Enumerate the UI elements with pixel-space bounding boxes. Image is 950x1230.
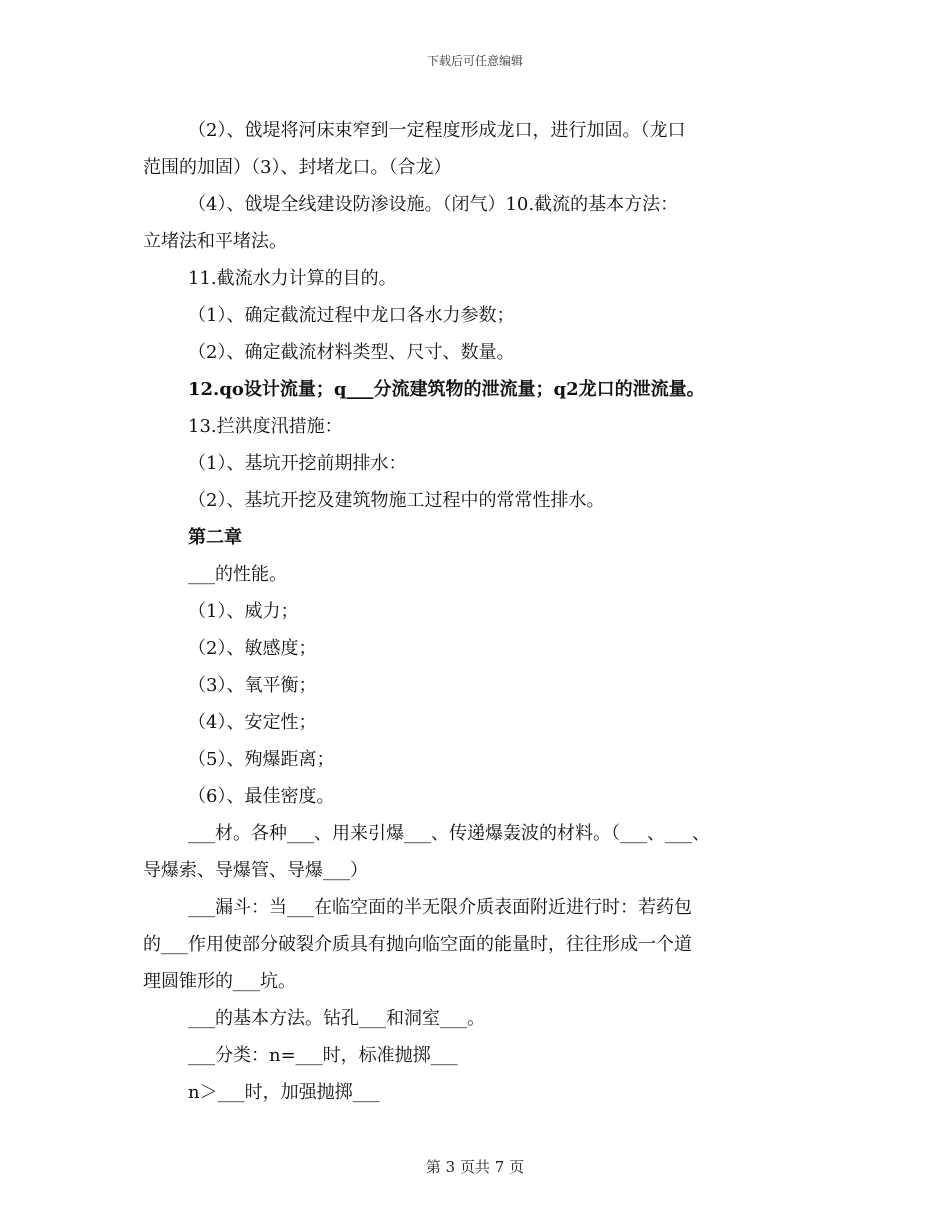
paragraph-line: ___的性能。 xyxy=(188,564,287,585)
page-footer: 第 3 页共 7 页 xyxy=(425,1158,525,1176)
paragraph-line: （2）、戗堤将河床束窄到一定程度形成龙口，进行加固。（龙口 xyxy=(188,120,686,141)
chapter-heading: 第二章 xyxy=(188,527,242,548)
paragraph-line: （1）、基坑开挖前期排水： xyxy=(188,453,407,474)
paragraph-line: 的___作用使部分破裂介质具有抛向临空面的能量时，往往形成一个道 xyxy=(143,934,692,955)
paragraph-line: 理圆锥形的___坑。 xyxy=(143,971,296,992)
list-item: （3）、氧平衡； xyxy=(188,675,317,696)
page-header: 下载后可任意编辑 xyxy=(426,54,523,68)
paragraph-line: ___漏斗：当___在临空面的半无限介质表面附近进行时：若药包 xyxy=(188,897,692,918)
paragraph-line: 11.截流水力计算的目的。 xyxy=(188,268,397,289)
list-item: （5）、殉爆距离； xyxy=(188,749,335,770)
paragraph-line: 13.拦洪度汛措施： xyxy=(188,416,343,437)
bold-paragraph-line: 12.qo设计流量；q___分流建筑物的泄流量；q2龙口的泄流量。 xyxy=(188,379,705,400)
paragraph-line: 导爆索、导爆管、导爆___） xyxy=(143,860,368,881)
paragraph-line: n＞___时，加强抛掷___ xyxy=(188,1082,380,1103)
list-item: （6）、最佳密度。 xyxy=(188,786,335,807)
document-body xyxy=(143,112,815,1111)
list-item: （4）、安定性； xyxy=(188,712,317,733)
paragraph-line: （2）、确定截流材料类型、尺寸、数量。 xyxy=(188,342,515,363)
paragraph-line: 立堵法和平堵法。 xyxy=(143,231,287,252)
paragraph-line: ___分类：n=___时，标准抛掷___ xyxy=(188,1045,458,1066)
paragraph-line: （4）、戗堤全线建设防渗设施。（闭气）10.截流的基本方法： xyxy=(188,194,679,215)
paragraph-line: ___的基本方法。钻孔___和洞室___。 xyxy=(188,1008,485,1029)
list-item: （1）、威力； xyxy=(188,601,299,622)
paragraph-line: （1）、确定截流过程中龙口各水力参数； xyxy=(188,305,515,326)
paragraph-line: （2）、基坑开挖及建筑物施工过程中的常常性排水。 xyxy=(188,490,605,511)
paragraph-line: ___材。各种___、用来引爆___、传递爆轰波的材料。（___、___、 xyxy=(188,823,710,844)
list-item: （2）、敏感度； xyxy=(188,638,317,659)
paragraph-line: 范围的加固）（3）、封堵龙口。（合龙） xyxy=(143,157,452,178)
